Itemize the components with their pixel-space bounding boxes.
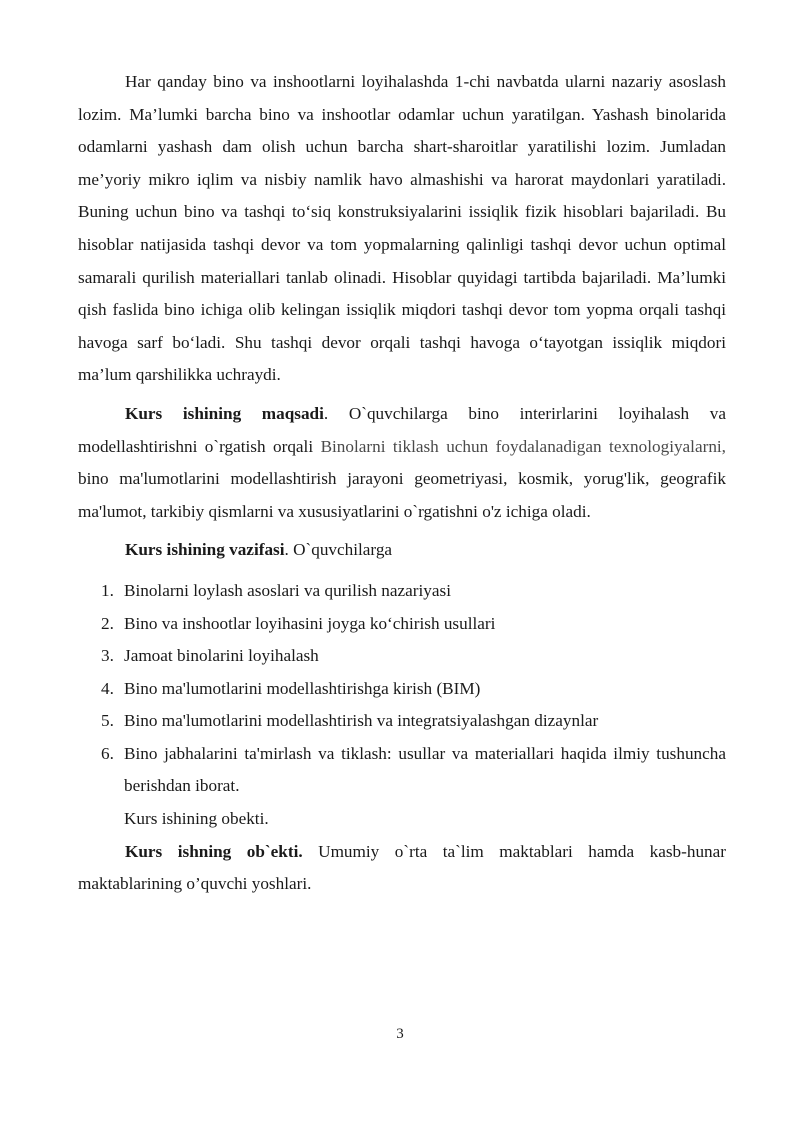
goal-heading: Kurs ishining maqsadi bbox=[125, 403, 324, 423]
list-item bbox=[78, 608, 726, 641]
tasks-intro-text: . O`quvchilarga bbox=[284, 540, 393, 560]
tasks-paragraph bbox=[78, 534, 726, 567]
list-item-number: 2. bbox=[101, 613, 114, 633]
list-item-text: Bino ma'lumotlarini modellashtirishga kirish (BIM) bbox=[124, 678, 481, 698]
list-item-text: Jamoat binolarini loyihalash bbox=[124, 646, 319, 666]
list-item-number: 1. bbox=[101, 580, 114, 600]
list-item-text: Bino jabhalarini ta'mirlash va tiklash: usullar va materiallari haqida ilmiy tushuncha berishdan iborat. bbox=[124, 743, 726, 796]
object-plain-line: Kurs ishining obekti. bbox=[124, 809, 269, 829]
goal-lead-text: . O`quvchilarga bino interirlarini loyihalash va modellashtirishni o`rgatish orqali bbox=[78, 403, 726, 456]
list-item-number: 4. bbox=[101, 678, 114, 698]
goal-faded-text: Binolarni tiklash uchun foydalanadigan texnologiyalarni, bbox=[320, 436, 726, 456]
tasks-heading: Kurs ishining vazifasi bbox=[125, 540, 285, 560]
list-item-number: 6. bbox=[101, 743, 114, 763]
list-item-text: Binolarni loylash asoslari va qurilish nazariyasi bbox=[124, 580, 451, 600]
list-item bbox=[78, 673, 726, 706]
list-item-text: Bino ma'lumotlarini modellashtirish va integratsiyalashgan dizaynlar bbox=[124, 711, 599, 731]
list-item-number: 3. bbox=[101, 646, 114, 666]
list-item-number: 5. bbox=[101, 711, 114, 731]
list-item bbox=[78, 705, 726, 738]
object-text: Umumiy o`rta ta`lim maktablari hamda kasb-hunar maktablarining o’quvchi yoshlari. bbox=[78, 841, 726, 894]
page-number: 3 bbox=[396, 1026, 404, 1042]
intro-paragraph: Har qanday bino va inshootlarni loyihalashda 1-chi navbatda ularni nazariy asoslash lozim. Ma’lumki barcha bino va inshootlar odamlar uchun yaratilgan. Yashash binolarida odamlarni yashash dam olish uchun barcha shart-sharoitlar yaratilishi lozim. Jumladan me’yoriy mikro iqlim va nisbiy namlik havo almashishi va harorat maydonlari yaratiladi. Buning uchun bino va tashqi to‘siq konstruksiyalarini issiqlik fizik hisoblari bajariladi. Bu hisoblar natijasida tashqi devor va tom yopmalarning qalinligi tashqi devor uchun optimal samarali qurilish materiallari tanlab olinadi. Hisoblar quyidagi tartibda bajariladi. Ma’lumki qish faslida bino ichiga olib kelingan issiqlik miqdori tashqi devor tom yopma orqali tashqi havoga sarf bo‘ladi. Shu tashqi devor orqali tashqi havoga o‘tayotgan issiqlik miqdori ma’lum qarshilikka uchraydi. bbox=[78, 72, 726, 385]
document-body bbox=[78, 66, 726, 901]
list-item bbox=[78, 575, 726, 608]
list-item-text: Bino va inshootlar loyihasini joyga ko‘chirish usullari bbox=[124, 613, 496, 633]
goal-rest-text: bino ma'lumotlarini modellashtirish jarayoni geometriyasi, kosmik, yorug'lik, geografik ma'lumot, tarkibiy qismlarni va xususiyatlarini o`rgatishni o'z ichiga oladi. bbox=[78, 469, 726, 521]
goal-paragraph bbox=[78, 398, 726, 528]
object-paragraph bbox=[78, 836, 726, 901]
list-item bbox=[78, 738, 726, 803]
tasks-list bbox=[78, 575, 726, 803]
list-item bbox=[78, 640, 726, 673]
object-heading: Kurs ishning ob`ekti. bbox=[125, 841, 303, 861]
